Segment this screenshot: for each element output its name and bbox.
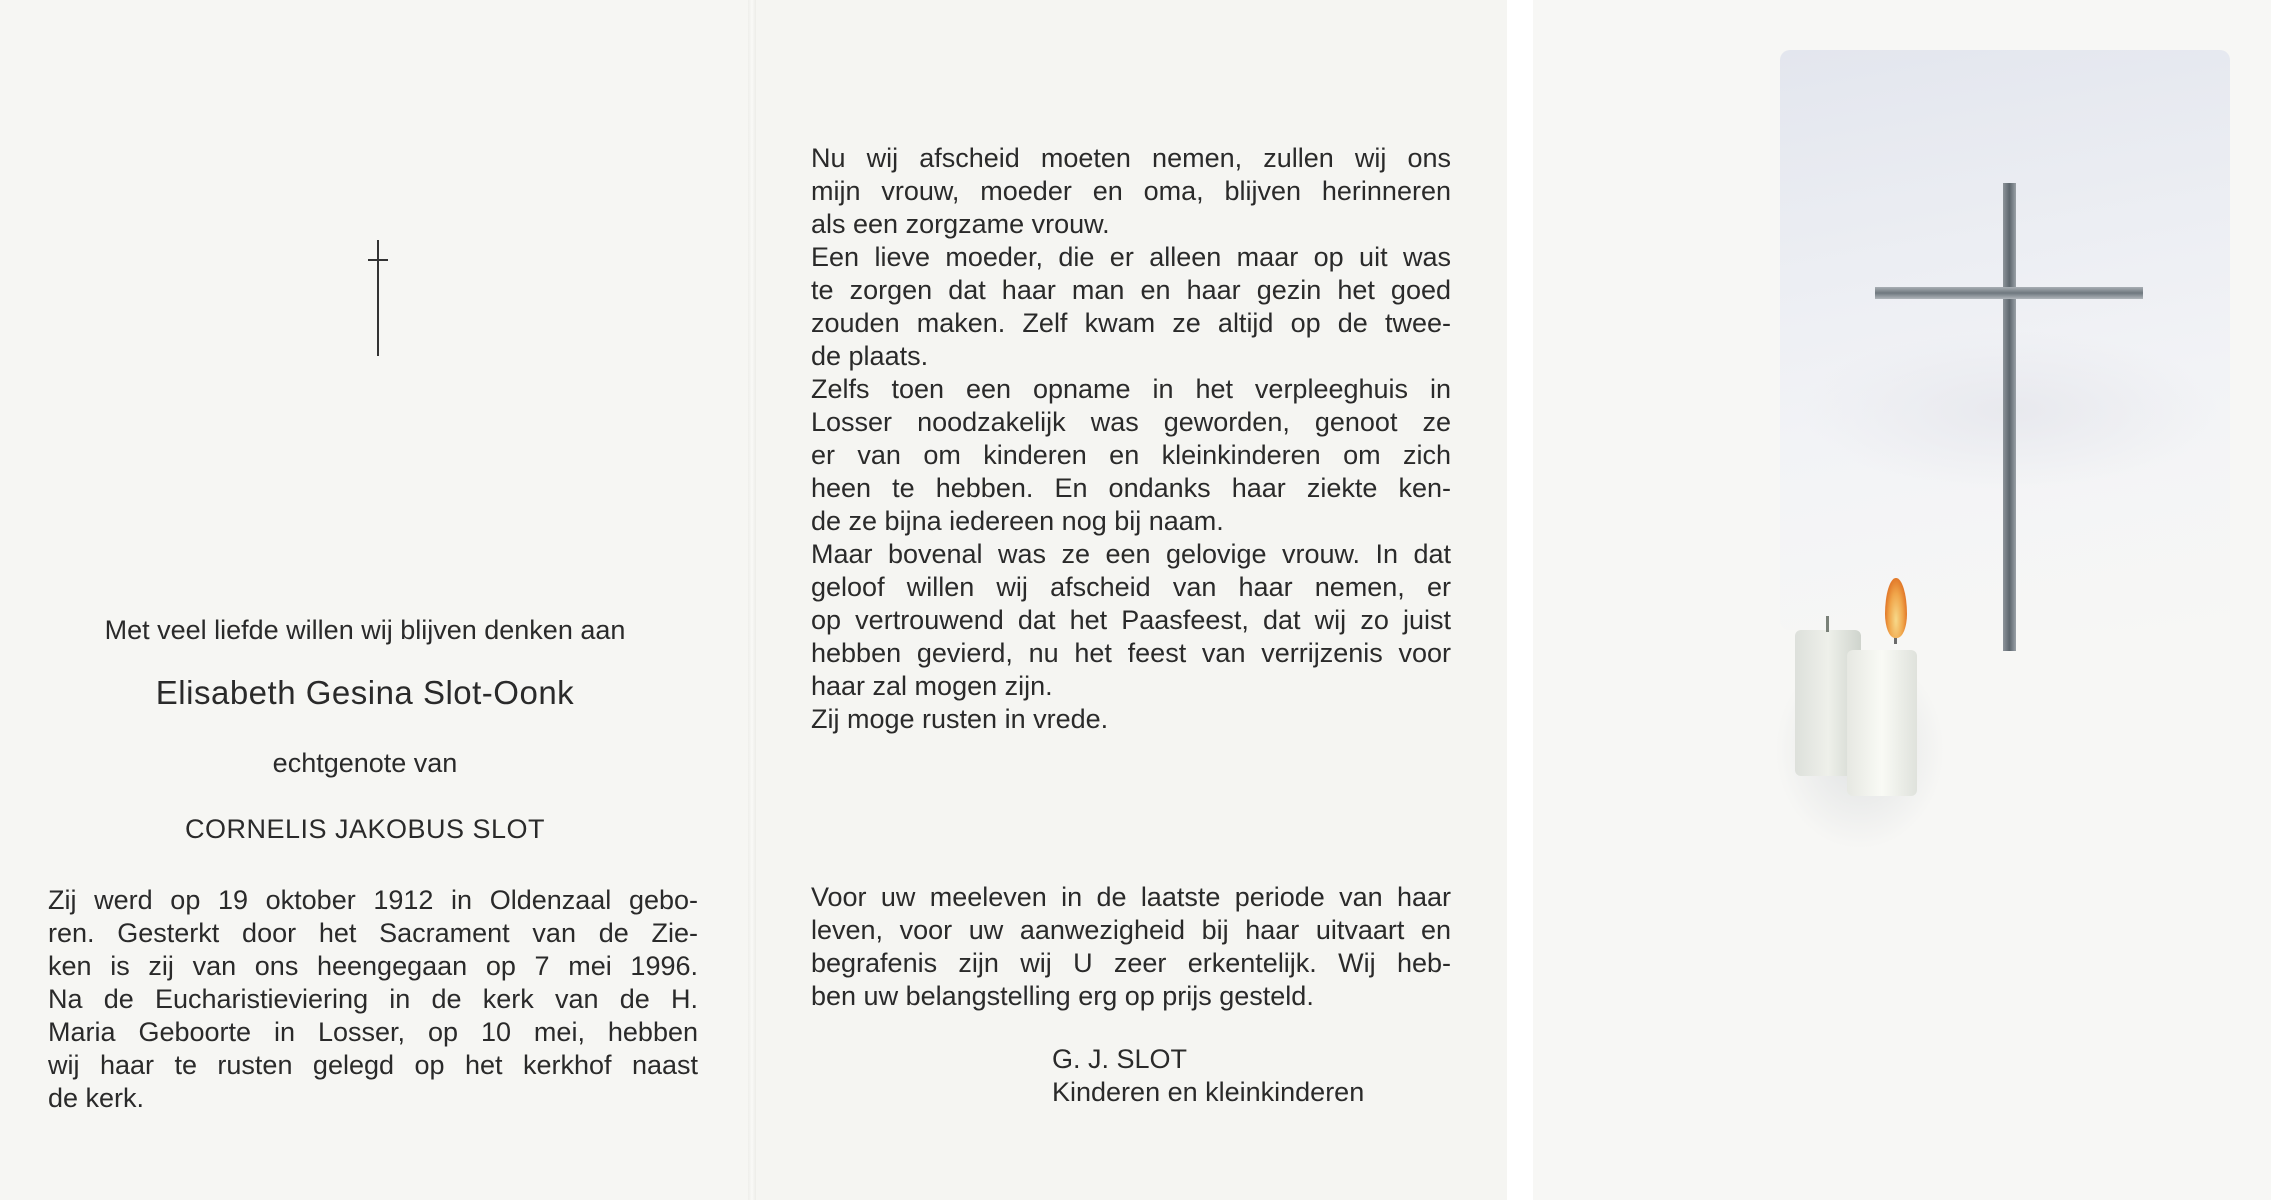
cross-icon — [2003, 183, 2016, 651]
card-fold — [748, 0, 756, 1200]
bio-line: wij haar te rusten gelegd op het kerkhof naast — [48, 1050, 698, 1080]
signature-line: Kinderen en kleinkinderen — [1052, 1077, 1365, 1107]
candle-icon — [1847, 650, 1917, 796]
poem-line: als een zorgzame vrouw. — [811, 209, 1110, 239]
poem-line: Een lieve moeder, die er alleen maar op uit was — [811, 242, 1451, 272]
cross-arm — [1875, 287, 2143, 299]
card-gap — [1507, 0, 1533, 1200]
poem-line: Losser noodzakelijk was geworden, genoot ze — [811, 407, 1451, 437]
remembrance-text — [811, 142, 1451, 736]
bio-line: Na de Eucharistieviering in de kerk van de H. — [48, 984, 698, 1014]
poem-line: haar zal mogen zijn. — [811, 671, 1053, 701]
poem-line: zouden maken. Zelf kwam ze altijd op de twee- — [811, 308, 1451, 338]
bio-line: Zij werd op 19 oktober 1912 in Oldenzaal gebo- — [48, 885, 698, 915]
poem-line: Zelfs toen een opname in het verpleeghuis in — [811, 374, 1451, 404]
poem-line: te zorgen dat haar man en haar gezin het goed — [811, 275, 1451, 305]
poem-line: Zij moge rusten in vrede. — [811, 704, 1109, 734]
thanks-line: leven, voor uw aanwezigheid bij haar uitvaart en — [811, 915, 1451, 945]
bio-line: de kerk. — [48, 1083, 145, 1113]
signature — [1052, 1043, 1472, 1109]
poem-line: op vertrouwend dat het Paasfeest, dat wij zo juist — [811, 605, 1451, 635]
deceased-name: Elisabeth Gesina Slot-Oonk — [155, 674, 575, 711]
poem-line: er van om kinderen en kleinkinderen om zich — [811, 440, 1451, 470]
bio-line: ren. Gesterkt door het Sacrament van de Zie- — [48, 918, 698, 948]
bio-line: ken is zij van ons heengegaan op 7 mei 1996. — [48, 951, 698, 981]
poem-line: mijn vrouw, moeder en oma, blijven herinneren — [811, 176, 1451, 206]
signature-line: G. J. SLOT — [1052, 1044, 1188, 1074]
poem-line: hebben gevierd, nu het feest van verrijzenis voor — [811, 638, 1451, 668]
spouse-name: CORNELIS JAKOBUS SLOT — [184, 814, 546, 844]
memorial-intro: Met veel liefde willen wij blijven denken aan — [104, 615, 626, 645]
bio-line: Maria Geboorte in Losser, op 10 mei, hebben — [48, 1017, 698, 1047]
poem-line: Nu wij afscheid moeten nemen, zullen wij ons — [811, 143, 1451, 173]
cross-icon — [368, 240, 388, 356]
poem-line: geloof willen wij afscheid van haar nemen, er — [811, 572, 1451, 602]
thanks-line: ben uw belangstelling erg op prijs gesteld. — [811, 981, 1314, 1011]
thanks-line: Voor uw meeleven in de laatste periode van haar — [811, 882, 1451, 912]
biography-paragraph — [48, 884, 698, 1115]
poem-line: heen te hebben. En ondanks haar ziekte ken- — [811, 473, 1451, 503]
spouse-label: echtgenote van — [272, 748, 458, 778]
poem-line: de ze bijna iedereen nog bij naam. — [811, 506, 1224, 536]
thanks-text — [811, 881, 1451, 1013]
thanks-line: begrafenis zijn wij U zeer erkentelijk. Wij heb- — [811, 948, 1451, 978]
poem-line: de plaats. — [811, 341, 929, 371]
poem-line: Maar bovenal was ze een gelovige vrouw. In dat — [811, 539, 1451, 569]
